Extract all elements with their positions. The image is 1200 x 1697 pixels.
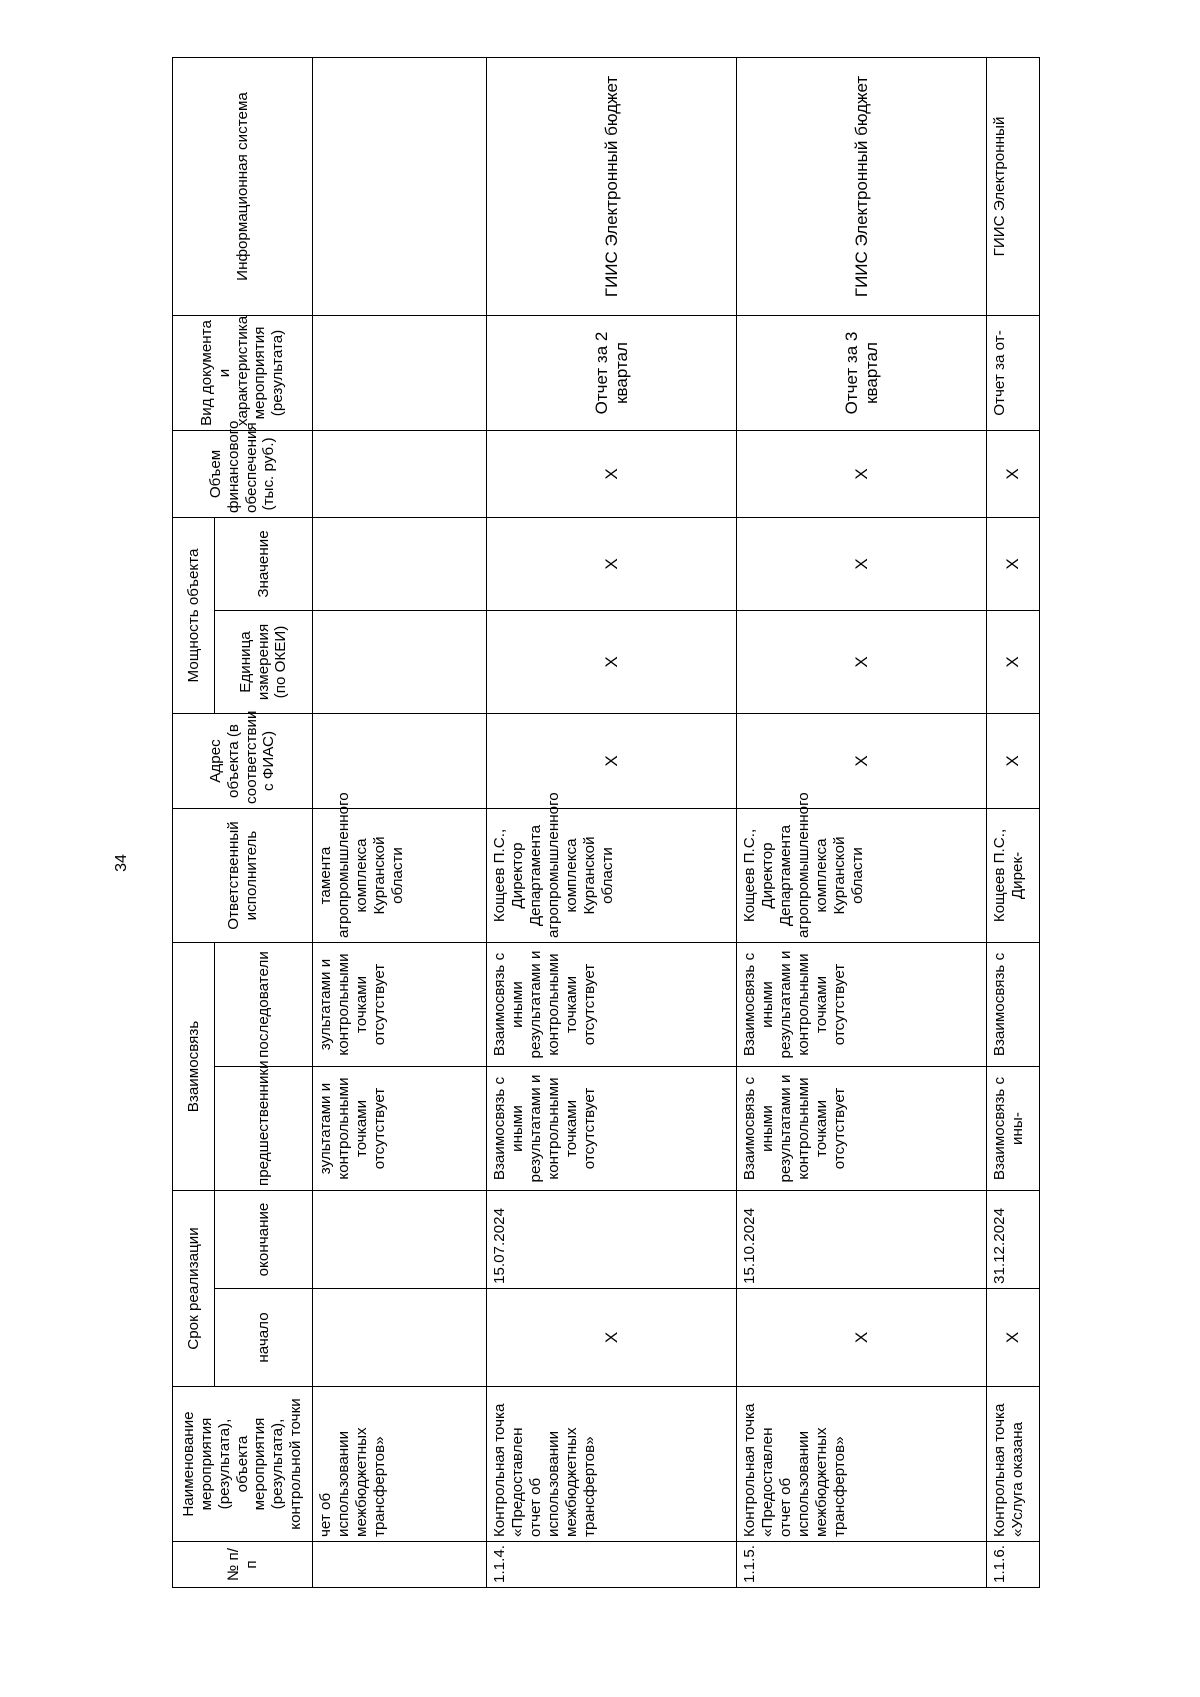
row-value: X bbox=[487, 517, 737, 610]
table-row bbox=[737, 57, 987, 1587]
row-start: X bbox=[987, 1289, 1040, 1387]
row-start: X bbox=[737, 1289, 987, 1387]
row-unit: X bbox=[987, 610, 1040, 713]
row-address: X bbox=[987, 713, 1040, 808]
row-address: X bbox=[737, 713, 987, 808]
header-start: начало bbox=[215, 1289, 313, 1387]
header-unit: Единица измерения (по ОКЕИ) bbox=[215, 610, 313, 713]
row-end bbox=[313, 1191, 487, 1289]
header-num: № п/п bbox=[173, 1542, 313, 1588]
table-row bbox=[313, 57, 487, 1587]
row-end: 15.10.2024 bbox=[737, 1191, 987, 1289]
row-doc-type: Отчет за от- bbox=[987, 315, 1040, 430]
row-doc-type bbox=[313, 315, 487, 430]
header-value: Значение bbox=[215, 517, 313, 610]
row-unit: X bbox=[487, 610, 737, 713]
row-unit bbox=[313, 610, 487, 713]
header-end: окончание bbox=[215, 1191, 313, 1289]
header-info-system: Информационная система bbox=[173, 57, 313, 315]
row-end: 31.12.2024 bbox=[987, 1191, 1040, 1289]
row-responsible: тамента агропромышленного комплекса Курганской области bbox=[313, 808, 487, 942]
row-predecessors: Взаимосвязь с ины- bbox=[987, 1067, 1040, 1191]
row-finance: X bbox=[487, 430, 737, 517]
row-num: 1.1.5. bbox=[737, 1542, 987, 1588]
table-row bbox=[487, 57, 737, 1587]
row-num: 1.1.6. bbox=[987, 1542, 1040, 1588]
header-predecessors: предшественники bbox=[215, 1067, 313, 1191]
row-successors: Взаимосвязь с иными результатами и контрольными точками отсутствует bbox=[487, 942, 737, 1066]
row-predecessors: зультатами и контрольными точками отсутствует bbox=[313, 1067, 487, 1191]
header-responsible: Ответственный исполнитель bbox=[173, 808, 313, 942]
plan-table bbox=[172, 57, 1040, 1588]
row-name: Контрольная точка «Услуга оказана bbox=[987, 1387, 1040, 1542]
row-successors: зультатами и контрольными точками отсутствует bbox=[313, 942, 487, 1066]
header-period: Срок реализации bbox=[173, 1191, 215, 1387]
header-successors: последователи bbox=[215, 942, 313, 1066]
table-row bbox=[987, 57, 1040, 1587]
header-capacity: Мощность объекта bbox=[173, 517, 215, 713]
row-predecessors: Взаимосвязь с иными результатами и контрольными точками отсутствует bbox=[737, 1067, 987, 1191]
row-responsible: Кощеев П.С., Директор Департамента агропромышленного комплекса Курганской области bbox=[487, 808, 737, 942]
row-info-system bbox=[313, 57, 487, 315]
row-doc-type: Отчет за 2 квартал bbox=[487, 315, 737, 430]
row-successors: Взаимосвязь с bbox=[987, 942, 1040, 1066]
row-responsible: Кощеев П.С., Дирек- bbox=[987, 808, 1040, 942]
row-finance bbox=[313, 430, 487, 517]
row-num bbox=[313, 1542, 487, 1588]
row-name: Контрольная точка «Предоставлен отчет об использовании межбюджетных трансфертов» bbox=[737, 1387, 987, 1542]
page-number: 34 bbox=[113, 854, 130, 872]
header-doc-type: Вид документа и характеристика мероприятия (результата) bbox=[173, 315, 313, 430]
rotated-table-container bbox=[172, 58, 1040, 1588]
header-address: Адрес объекта (в соответствии с ФИАС) bbox=[173, 713, 313, 808]
header-relation: Взаимосвязь bbox=[173, 942, 215, 1190]
header-finance: Объем финансового обеспечения (тыс. руб.) bbox=[173, 430, 313, 517]
row-info-system: ГИИС Электронный bbox=[987, 57, 1040, 315]
row-finance: X bbox=[987, 430, 1040, 517]
row-value: X bbox=[737, 517, 987, 610]
row-num: 1.1.4. bbox=[487, 1542, 737, 1588]
row-predecessors: Взаимосвязь с иными результатами и контрольными точками отсутствует bbox=[487, 1067, 737, 1191]
row-name: Контрольная точка «Предоставлен отчет об использовании межбюджетных трансфертов» bbox=[487, 1387, 737, 1542]
row-info-system: ГИИС Электронный бюджет bbox=[487, 57, 737, 315]
row-start bbox=[313, 1289, 487, 1387]
row-start: X bbox=[487, 1289, 737, 1387]
row-finance: X bbox=[737, 430, 987, 517]
row-info-system: ГИИС Электронный бюджет bbox=[737, 57, 987, 315]
row-value bbox=[313, 517, 487, 610]
row-doc-type: Отчет за 3 квартал bbox=[737, 315, 987, 430]
row-responsible: Кощеев П.С., Директор Департамента агропромышленного комплекса Курганской области bbox=[737, 808, 987, 942]
header-name: Наименование мероприятия (результата), объекта мероприятия (результата), контрольной точки bbox=[173, 1387, 313, 1542]
row-address: X bbox=[487, 713, 737, 808]
row-unit: X bbox=[737, 610, 987, 713]
row-value: X bbox=[987, 517, 1040, 610]
row-name: чет об использовании межбюджетных трансфертов» bbox=[313, 1387, 487, 1542]
row-successors: Взаимосвязь с иными результатами и контрольными точками отсутствует bbox=[737, 942, 987, 1066]
row-end: 15.07.2024 bbox=[487, 1191, 737, 1289]
